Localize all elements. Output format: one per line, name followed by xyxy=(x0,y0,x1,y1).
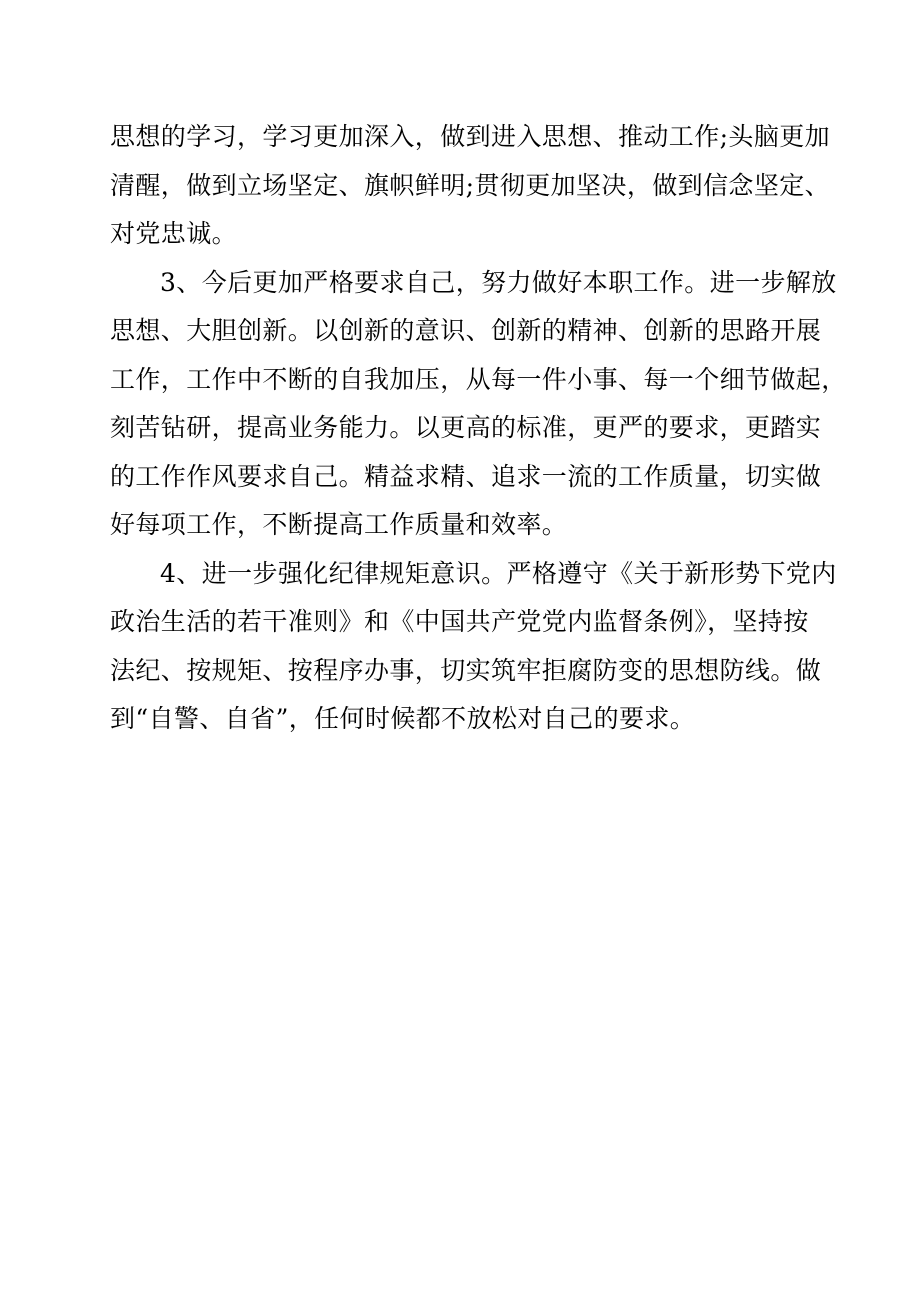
text-line: 思想的学习，学习更加深入，做到进入思想、推动工作;头脑更加 xyxy=(110,122,831,151)
text-line: 思想、大胆创新。以创新的意识、创新的精神、创新的思路开展 xyxy=(110,316,822,345)
text-line: 刻苦钻研，提高业务能力。以更高的标准，更严的要求，更踏实 xyxy=(110,413,822,442)
text-line: 政治生活的若干准则》和《中国共产党党内监督条例》，坚持按 xyxy=(110,607,809,636)
document-body xyxy=(110,113,847,744)
text-line: 到“自警、自省”，任何时候都不放松对自己的要求。 xyxy=(110,704,696,733)
paragraph-4-first-line: 4、进一步强化纪律规矩意识。严格遵守《关于新形势下党内 xyxy=(160,558,837,588)
paragraph-3-first-line: 3、今后更加严格要求自己，努力做好本职工作。进一步解放 xyxy=(160,267,837,297)
text-line: 好每项工作，不断提高工作质量和效率。 xyxy=(110,510,568,539)
text-line: 法纪、按规矩、按程序办事，切实筑牢拒腐防变的思想防线。做 xyxy=(110,655,822,685)
text-line: 工作，工作中不断的自我加压，从每一件小事、每一个细节做起， xyxy=(110,364,847,394)
text-line: 清醒，做到立场坚定、旗帜鲜明;贯彻更加坚决，做到信念坚定、 xyxy=(110,170,831,200)
text-line: 的工作作风要求自己。精益求精、追求一流的工作质量，切实做 xyxy=(110,461,822,491)
text-line: 对党忠诚。 xyxy=(110,219,238,248)
